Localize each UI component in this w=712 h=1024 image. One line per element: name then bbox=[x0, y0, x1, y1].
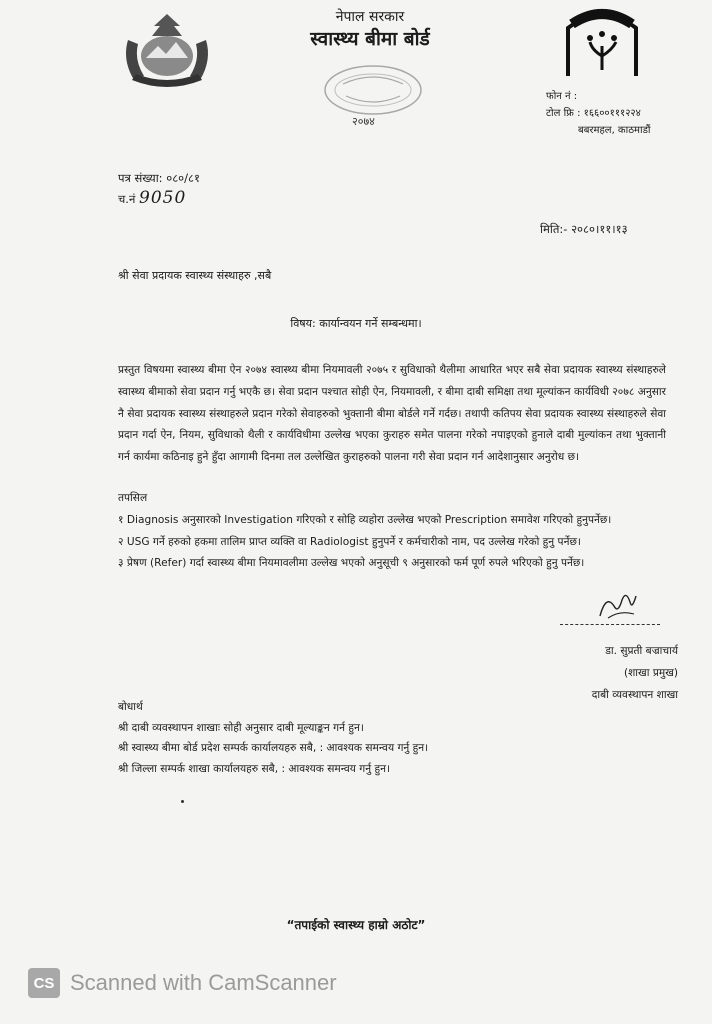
addressee: श्री सेवा प्रदायक स्वास्थ्य संस्थाहरु ,सबै bbox=[118, 269, 272, 282]
camscanner-watermark bbox=[28, 968, 337, 998]
contact-block bbox=[546, 88, 651, 139]
cc-heading: बोधार्थ bbox=[118, 701, 143, 713]
details-list bbox=[118, 488, 670, 575]
dispatch-label: च.नं bbox=[118, 192, 136, 206]
signature-line bbox=[560, 624, 660, 625]
details-item: १ Diagnosis अनुसारको Investigation गरिएको र सोहि व्यहोरा उल्लेख भएको Prescription समावेश गरिएको हुनुपर्नेछ। bbox=[118, 513, 612, 526]
camscanner-icon: CS bbox=[28, 968, 60, 998]
cc-block bbox=[118, 697, 428, 779]
signatory-section: दाबी व्यवस्थापन शाखा bbox=[591, 689, 678, 701]
signatory-block bbox=[528, 640, 678, 706]
government-title: नेपाल सरकार bbox=[335, 9, 405, 25]
cc-item: श्री जिल्ला सम्पर्क शाखा कार्यालयहरु सबै, : आवश्यक समन्वय गर्नु हुन। bbox=[118, 762, 391, 775]
letter-number: पत्र संख्या: ०८०/८१ bbox=[118, 171, 200, 185]
office-title: स्वास्थ्य बीमा बोर्ड bbox=[310, 28, 430, 50]
office-address: बबरमहल, काठमाडौं bbox=[578, 125, 651, 136]
stamp-year: २०७४ bbox=[352, 115, 375, 128]
letter-date: मिति:- २०८०।११।१३ bbox=[540, 222, 628, 236]
signatory-title: (शाखा प्रमुख) bbox=[623, 667, 678, 679]
office-header bbox=[290, 8, 450, 52]
cc-item: श्री स्वास्थ्य बीमा बोर्ड प्रदेश सम्पर्क कार्यालयहरु सबै, : आवश्यक समन्वय गर्नु हुन। bbox=[118, 742, 429, 754]
motto: “तपाईको स्वास्थ्य हाम्रो अठोट” bbox=[286, 918, 426, 932]
phone-label: फोन नं : bbox=[546, 91, 578, 102]
subject-line: विषय: कार्यान्वयन गर्ने सम्बन्धमा। bbox=[290, 317, 422, 330]
nepal-emblem-icon bbox=[118, 10, 216, 90]
signature-icon bbox=[594, 588, 638, 622]
dispatch-line bbox=[118, 188, 200, 209]
details-item: २ USG गर्ने हरुको हकमा तालिम प्राप्त व्यक्ति वा Radiologist हुनुपर्ने र कर्मचारीको नाम, पद उल्लेख गरेको हुनु पर्नेछ। bbox=[118, 535, 581, 548]
watermark-text: Scanned with CamScanner bbox=[70, 970, 337, 995]
ink-dot bbox=[181, 800, 184, 803]
body-paragraph: प्रस्तुत विषयमा स्वास्थ्य बीमा ऐन २०७४ स्वास्थ्य बीमा नियमावली २०७५ र सुविधाको थैलीमा आधारित भएर सबै सेवा प्रदायक स्वास्थ्य संस्थाहरुले स्वास्थ्य बीमाको सेवा प्रदान गर्नु भएकै छ। सेवा प्रदान पश्चात सोही ऐन, नियमावली, र बीमा दाबी समिक्षा तथा मूल्यांकन कार्यविधी २०७८ अनुसार नै सेवा प्रदायक स्वास्थ्य संस्थाहरुले प्रदान गरेको सेवाहरुको भुक्तानी बीमा बोर्डले गर्ने गर्दछ। तथापी कतिपय सेवा प्रदायक स्वास्थ्य संस्थाहरुले सेवा प्रदान गर्दा ऐन, नियम, सुविधाको थैली र कार्यविधीमा उल्लेख भएका कुराहरु समेत पालना गरेको नपाइएको हुनाले दाबी मुल्यांकन तथा भुक्तानी गर्न कार्यमा कठिनाइ हुने हुँदा आगामी दिनमा तल उल्लेखित कुराहरुको पालना गरी सेवा प्रदान गर्न आदेशानुसार अनुरोध छ। bbox=[118, 364, 666, 464]
details-heading: तपसिल bbox=[118, 492, 148, 504]
signatory-name: डा. सुप्रती बज्राचार्य bbox=[605, 645, 678, 657]
cc-item: श्री दाबी व्यवस्थापन शाखाः सोही अनुसार दाबी मूल्याङ्कन गर्न हुन। bbox=[118, 721, 364, 734]
details-item: ३ प्रेषण (Refer) गर्दा स्वास्थ्य बीमा नियमावलीमा उल्लेख भएको अनुसूची ९ अनुसारको फर्म पूर्ण रुपले भरिएको हुनु पर्नेछ। bbox=[118, 557, 585, 570]
dispatch-number: 9050 bbox=[139, 188, 187, 208]
reference-block bbox=[118, 168, 200, 209]
tollfree-number: टोल फ्रि : १६६००१११२२४ bbox=[546, 108, 641, 119]
health-insurance-logo-icon bbox=[560, 6, 644, 78]
